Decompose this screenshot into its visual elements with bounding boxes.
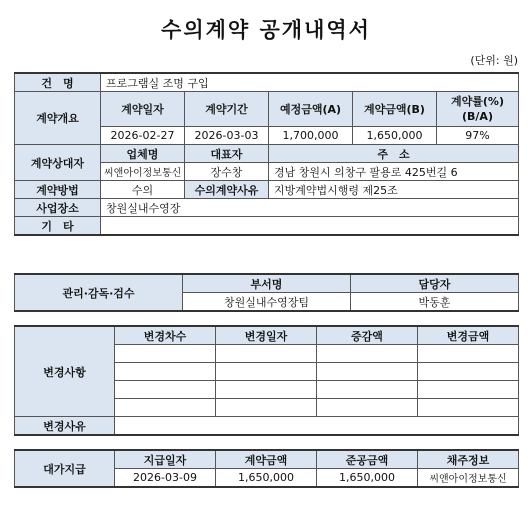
etc-value — [101, 217, 519, 236]
change-date-header: 변경일자 — [216, 326, 317, 345]
subject-value: 프로그램실 조명 구입 — [101, 73, 519, 92]
address-value: 경남 창원시 의창구 팔용로 425번길 6 — [269, 163, 519, 181]
contract-date-value: 2026-02-27 — [101, 127, 185, 145]
change-round-header: 변경차수 — [115, 326, 216, 345]
method-value: 수의 — [101, 181, 185, 199]
estimated-amount-value: 1,700,000 — [269, 127, 353, 145]
representative-value: 장수창 — [185, 163, 269, 181]
representative-header: 대표자 — [185, 145, 269, 163]
contract-amount-header: 계약금액(B) — [353, 92, 437, 127]
subject-label: 건 명 — [15, 73, 101, 92]
address-header: 주 소 — [269, 145, 519, 163]
completion-amount-header: 준공금액 — [317, 450, 418, 469]
manager-header: 담당자 — [351, 274, 519, 293]
contract-period-header: 계약기간 — [185, 92, 269, 127]
department-value: 창원실내수영장팀 — [183, 293, 351, 312]
manager-value: 박동훈 — [351, 293, 519, 312]
changes-label: 변경사항 — [15, 326, 115, 417]
document-title: 수의계약 공개내역서 — [161, 18, 371, 42]
contract-rate-value: 97% — [437, 127, 519, 145]
changes-table — [14, 325, 519, 436]
company-value: 씨앤아이정보통신 — [101, 163, 185, 181]
payment-table — [14, 449, 519, 488]
contract-rate-header: 계약률(%) (B/A) — [437, 92, 519, 127]
party-label: 계약상대자 — [15, 145, 101, 181]
contract-amount-value: 1,650,000 — [353, 127, 437, 145]
creditor-value: 씨앤아이정보통신 — [418, 469, 519, 488]
completion-amount-value: 1,650,000 — [317, 469, 418, 488]
change-reason-label: 변경사유 — [15, 417, 115, 436]
management-label: 관리·감독·검수 — [15, 274, 183, 311]
change-delta-header: 증감액 — [317, 326, 418, 345]
department-header: 부서명 — [183, 274, 351, 293]
contract-table — [14, 72, 519, 236]
creditor-header: 채주정보 — [418, 450, 519, 469]
site-value: 창원실내수영장 — [101, 199, 519, 217]
payment-contract-amount-header: 계약금액 — [216, 450, 317, 469]
method-label: 계약방법 — [15, 181, 101, 199]
payment-label: 대가지급 — [15, 450, 115, 487]
etc-label: 기 타 — [15, 217, 101, 236]
site-label: 사업장소 — [15, 199, 101, 217]
payment-date-header: 지급일자 — [115, 450, 216, 469]
reason-label: 수의계약사유 — [185, 181, 269, 199]
company-header: 업체명 — [101, 145, 185, 163]
change-amount-header: 변경금액 — [418, 326, 519, 345]
reason-value: 지방계약법시행령 제25조 — [269, 181, 519, 199]
contract-period-value: 2026-03-03 — [185, 127, 269, 145]
payment-contract-amount-value: 1,650,000 — [216, 469, 317, 488]
management-table — [14, 273, 519, 312]
estimated-amount-header: 예정금액(A) — [269, 92, 353, 127]
change-reason-value — [115, 417, 519, 436]
contract-date-header: 계약일자 — [101, 92, 185, 127]
payment-date-value: 2026-03-09 — [115, 469, 216, 488]
overview-label: 계약개요 — [15, 92, 101, 145]
unit-note: (단위: 원) — [470, 54, 518, 67]
